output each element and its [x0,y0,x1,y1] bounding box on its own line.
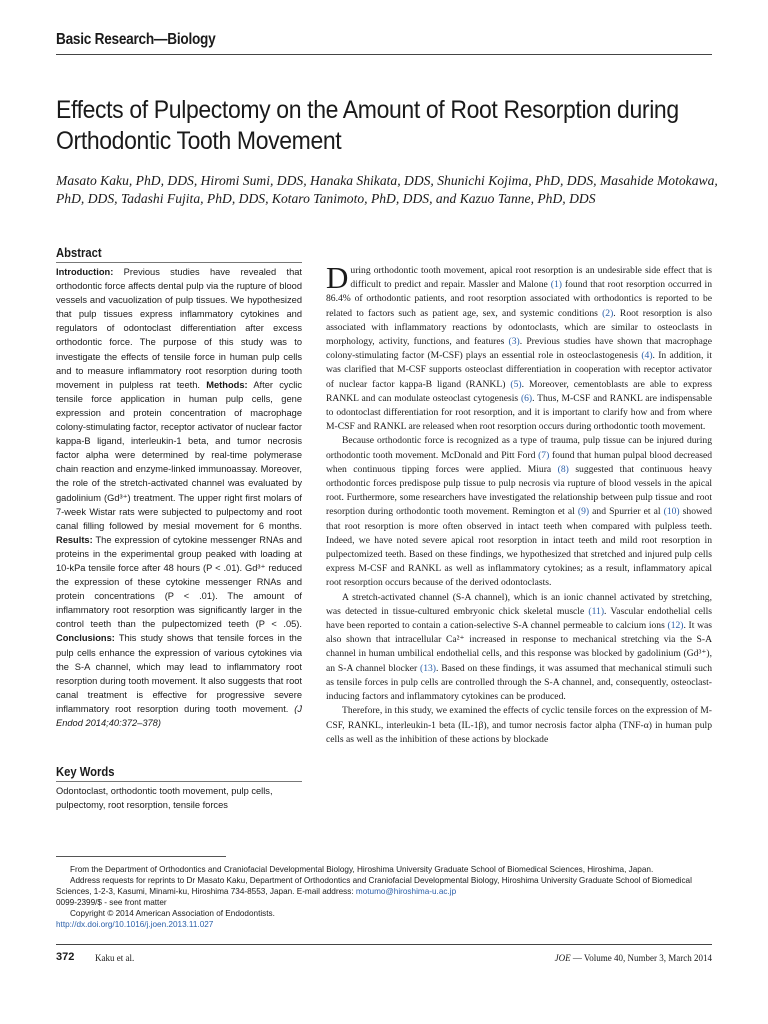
article-title: Effects of Pulpectomy on the Amount of Root Resorption during Orthodontic Tooth Movement [56,96,679,155]
reference-link[interactable]: (10) [663,506,680,518]
copyright-note: Copyright © 2014 American Association of Endodontists. [70,909,275,919]
reference-link[interactable]: (3) [508,336,520,348]
reference-link[interactable]: (12) [667,620,684,632]
footnote-divider [56,856,226,857]
conclusions-label: Conclusions: [56,633,115,644]
methods-label: Methods: [206,379,248,390]
body-paragraph-2: Because orthodontic force is recognized as a type of trauma, pulp tissue can be injured during orthodontic tooth movement. McDonald and Pitt Ford (7) found that human pulpal blood decreased when continuous tipping forces were applied. Miura (8) suggested that continuous heavy orthodontic forces predispose pulp tissue to pulp necrosis via rupture of blood vessels in the apical root. Furthermore, some researchers have investigated the relationship between pulp tissue and root resorption during orthodontic tooth movement. Remington et al (9) and Spurrier et al (10) showed that root resorption is more often observed in intact teeth when compared with pulpless teeth. Indeed, we have noted severe apical root resorption in intact teeth and mild root resorption in pulpectomized teeth. Based on these findings, we hypothesized that stretched and injured pulp cells express M-CSF and RANKL as well as inflammatory cytokines; as a result, inflammatory apical root resorption occurs because of the derived odontoclasts. [326,435,713,589]
running-author: Kaku et al. [95,953,135,963]
journal-abbrev: JOE [554,953,571,963]
results-text: The expression of cytokine messenger RNAs and proteins in the experimental group peaked with loading at 10-kPa tensile force after 48 hours (P < .01). Gd³⁺ reduced the expression of these cytokine messenger RNAs and protein concentrations (P < .01). The amount of inflammatory root resorption was significantly larger in the control teeth than the pulpectomized teeth (P < .05). [56,534,302,630]
abstract-citation: (J Endod 2014;40:372–378) [56,703,302,728]
doi-link-row [56,919,716,930]
journal-volume: — Volume 40, Number 3, March 2014 [570,953,712,963]
reference-link[interactable]: (2) [602,307,614,319]
main-text-column [326,260,713,747]
email-link[interactable]: motumo@hiroshima-u.ac.jp [355,887,457,897]
body-paragraph-4: Therefore, in this study, we examined the effects of cyclic tensile forces on the expression of M-CSF, RANKL, interleukin-1 beta (IL-1β), and tumor necrosis factor alpha (TNF-α) in human pulp cells as well as the inhibition of these actions by blockade [326,705,712,745]
abstract-body [56,265,302,730]
methods-text: After cyclic tensile force application in human pulp cells, gene expression and protein concentration of macrophage colony-stimulating factor, receptor activator of nuclear factor kappa-B ligand, interleukin-1 beta, and tumor necrosis factor alpha were determined by real-time polymerase chain reaction and enzyme-linked immunoassay. Moreover, the role of the stretch-activated channel was evaluated by gadolinium (Gd³⁺) treatment. The upper right first molars of 7-week Wistar rats were subjected to pulpectomy and root canal filling followed by mesial movement for 6 months. [56,379,302,531]
abstract-paragraph [56,265,302,730]
results-label: Results: [56,534,93,545]
footnotes [56,864,716,931]
reference-link[interactable]: (7) [538,449,550,461]
reference-link[interactable]: (5) [510,378,522,390]
reference-link[interactable]: (13) [420,662,436,674]
intro-text: Previous studies have revealed that orthodontic force affects dental pulp via the rupture of blood vessels and vacuolization of pulp tissues. We hypothesized that pulp tissues express inflammatory cytokines and regulators of odontoclast differentiation after excess orthodontic force. The purpose of this study was to investigate the effects of tensile force in human pulp cells and to measure inflammatory root resorption during tooth movement in pulpless rat teeth. [56,267,302,390]
keywords-heading: Key Words [56,765,115,779]
keywords-text: Odontoclast, orthodontic tooth movement, pulp cells, pulpectomy, root resorption, tensile forces [56,786,273,811]
header-divider [56,54,712,55]
drop-cap: D [326,260,349,295]
reference-link[interactable]: (1) [550,279,562,291]
journal-info [555,953,712,963]
abstract-heading: Abstract [56,246,102,260]
body-paragraph-1: During orthodontic tooth movement, apical root resorption is an undesirable side effect that is difficult to predict and repair. Massler and Malone (1) found that root resorption occurred in 86.4% of orthodontic patients, and root resorption associated with orthodontics is reported to be related to factors such as patient age, sex, and systemic conditions (2). Root resorption is also associated with inflammatory reactions by odontoclasts, which are similar to osteoclasts in morphology, activity, functions, and features (3). Previous studies have shown that macrophage colony-stimulating factor (M-CSF) plays an essential role in osteoclastogenesis (4). In addition, it was clarified that M-CSF supports osteoclast differentiation in cooperation with receptor activator of nuclear factor kappa-B ligand (RANKL) (5). Moreover, cementoblasts are able to express RANKL and can modulate osteoclast cytogenesis (6). Thus, M-CSF and RANKL are indispensable to odontoclast differentiation for root resorption, and it is important to clarify how and from where M-CSF and RANKL are released when root resorption occurs during orthodontic tooth movement. [326,260,713,433]
issn-note: 0099-2399/$ - see front matter [56,898,167,908]
section-label: Basic Research—Biology [56,31,216,48]
author-list: Masato Kaku, PhD, DDS, Hiromi Sumi, DDS, Hanaka Shikata, DDS, Shunichi Kojima, PhD, DDS, Masahide Motokawa, PhD, DDS, Tadashi Fujita, PhD, DDS, Kotaro Tanimoto, PhD, DDS, and Kazuo Tanne, PhD, DDS [56,173,718,206]
reference-link[interactable]: (4) [641,350,653,362]
intro-label: Introduction: [56,267,114,277]
keywords-divider [56,781,302,782]
doi-link[interactable]: http://dx.doi.org/10.1016/j.joen.2013.11.027 [56,920,214,930]
affiliation-note: From the Department of Orthodontics and Craniofacial Developmental Biology, Hiroshima University Graduate School of Biomedical Sciences, Hiroshima, Japan. [70,865,654,874]
reference-link[interactable]: (11) [588,605,605,617]
conclusions-text: This study shows that tensile forces in the pulp cells enhance the expression of various cytokines via the S-A channel, which may lead to inflammatory root resorption during tooth movement. It also suggests that root canal treatment is effective for progressive severe inflammatory root resorption during tooth movement. [56,633,302,714]
reference-link[interactable]: (8) [557,463,569,475]
reference-link[interactable]: (9) [577,506,590,518]
page-number: 372 [56,951,75,963]
body-paragraph-3: A stretch-activated channel (S-A channel), which is an ionic channel activated by stretching, was detected in tissue-cultured embryonic chick skeletal muscle (11). Vascular endothelial cells have been reported to contain a cation-selective S-A channel permeable to calcium ions (12). It was also shown that intracellular Ca²⁺ increased in response to mechanical stretching via the S-A channel in human umbilical endothelial cells, and this response was blocked by gadolinium (Gd³⁺), an S-A channel blocker (13). Based on these findings, it was assumed that mechanical stimuli such as tensile forces in pulp cells are controlled through the S-A channel, and, consequently, osteoclast-inducing factors and inflammatory cytokines can be produced. [326,591,712,703]
reprint-address-note: Address requests for reprints to Dr Masato Kaku, Department of Orthodontics and Craniofacial Developmental Biology, Hiroshima University Graduate School of Biomedical Sciences, 1-2-3, Kasumi, Minami-ku, Hiroshima 734-8553, Japan. E-mail address: motumo@hiroshima-u.ac.jp [56,876,692,897]
footer-divider [56,944,712,945]
abstract-divider [56,262,302,263]
reference-link[interactable]: (6) [520,392,533,404]
